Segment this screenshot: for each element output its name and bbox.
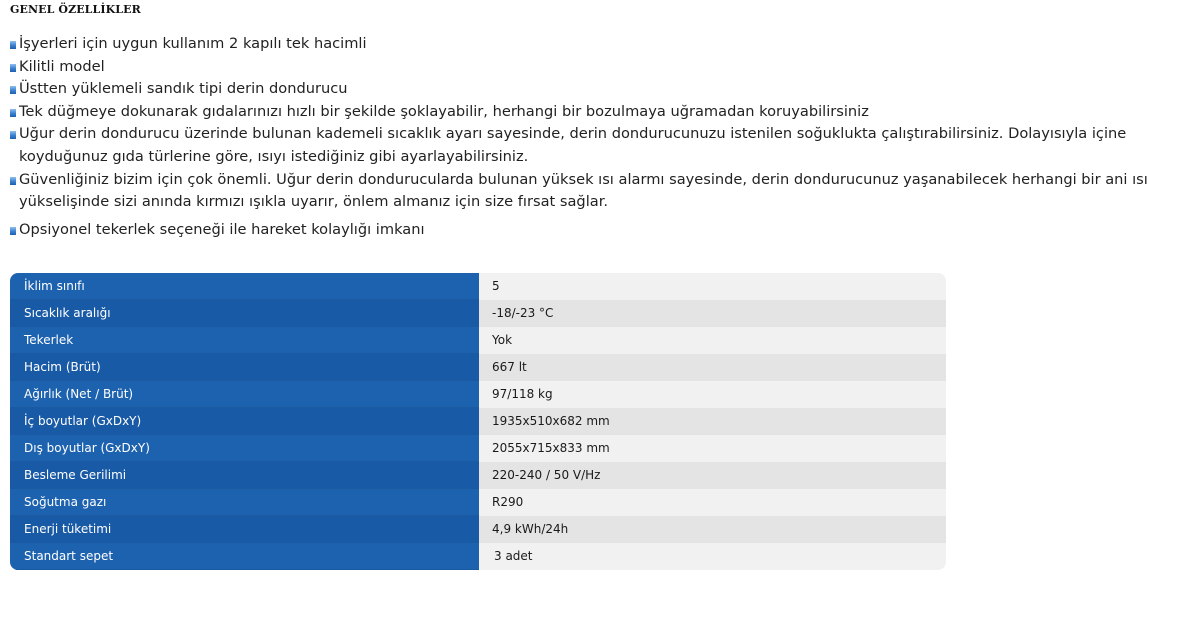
feature-text: Tek düğmeye dokunarak gıdalarınızı hızlı bir şekilde şoklayabilir, herhangi bir bozulmaya uğramadan koruyabilirsiniz [19, 102, 869, 120]
spec-value: 4,9 kWh/24h [479, 516, 946, 543]
feature-item [10, 169, 1190, 214]
spec-value: 667 lt [479, 354, 946, 381]
spec-value: Yok [479, 327, 946, 354]
bullet-icon [10, 109, 16, 117]
feature-text: Güvenliğiniz bizim için çok önemli. Uğur derin dondurucularda bulunan yüksek ısı alarmı sayesinde, derin dondurucunuz yaşanabilecek herhangi bir ani ısı yükselişinde sizi anında kırmızı ışıkla uyarır, önlem almanız için size fırsat sağlar. [19, 170, 1148, 211]
spec-label: İç boyutlar (GxDxY) [10, 408, 479, 435]
feature-item [10, 101, 1190, 124]
spec-row [10, 273, 946, 300]
feature-item [10, 78, 1190, 101]
feature-text: İşyerleri için uygun kullanım 2 kapılı tek hacimli [19, 35, 367, 52]
spec-row [10, 381, 946, 408]
spec-value: 5 [479, 273, 946, 300]
spec-row [10, 462, 946, 489]
spec-label: Hacim (Brüt) [10, 354, 479, 381]
spec-row [10, 516, 946, 543]
spec-row [10, 408, 946, 435]
spec-row [10, 489, 946, 516]
spec-label: İklim sınıfı [10, 273, 479, 300]
spec-value: -18/-23 °C [479, 300, 946, 327]
bullet-icon [10, 41, 16, 49]
feature-item [10, 123, 1190, 168]
feature-text: Opsiyonel tekerlek seçeneği ile hareket kolaylığı imkanı [19, 220, 425, 238]
spec-row [10, 354, 946, 381]
bullet-icon [10, 86, 16, 94]
spec-label: Besleme Gerilimi [10, 462, 479, 489]
bullet-icon [10, 227, 16, 235]
feature-item [10, 219, 1190, 242]
feature-item [10, 33, 1190, 56]
spec-row [10, 327, 946, 354]
bullet-icon [10, 64, 16, 72]
spec-row [10, 543, 946, 570]
spec-value: R290 [479, 489, 946, 516]
spec-label: Standart sepet [10, 543, 479, 570]
spec-row [10, 435, 946, 462]
spec-label: Sıcaklık aralığı [10, 300, 479, 327]
feature-text: Uğur derin dondurucu üzerinde bulunan kademeli sıcaklık ayarı sayesinde, derin dondurucunuzu istenilen soğuklukta çalıştırabilirsiniz. Dolayısıyla içine koyduğunuz gıda türlerine göre, ısıyı istediğiniz gibi ayarlayabilirsiniz. [19, 125, 1127, 165]
bullet-icon [10, 177, 16, 185]
feature-text: Kilitli model [19, 57, 105, 75]
bullet-icon [10, 131, 16, 139]
feature-item [10, 56, 1190, 79]
spec-label: Enerji tüketimi [10, 516, 479, 543]
spec-value: 97/118 kg [479, 381, 946, 408]
spec-value: 3 adet [479, 543, 946, 570]
spec-row [10, 300, 946, 327]
spec-label: Tekerlek [10, 327, 479, 354]
spec-label: Dış boyutlar (GxDxY) [10, 435, 479, 462]
feature-text: Üstten yüklemeli sandık tipi derin dondurucu [19, 80, 348, 98]
spec-label: Soğutma gazı [10, 489, 479, 516]
feature-list [10, 33, 1190, 241]
spec-table [10, 273, 946, 570]
spec-value: 220-240 / 50 V/Hz [479, 462, 946, 489]
section-title: GENEL ÖZELLİKLER [10, 3, 141, 16]
spec-value: 2055x715x833 mm [479, 435, 946, 462]
spec-value: 1935x510x682 mm [479, 408, 946, 435]
spec-label: Ağırlık (Net / Brüt) [10, 381, 479, 408]
